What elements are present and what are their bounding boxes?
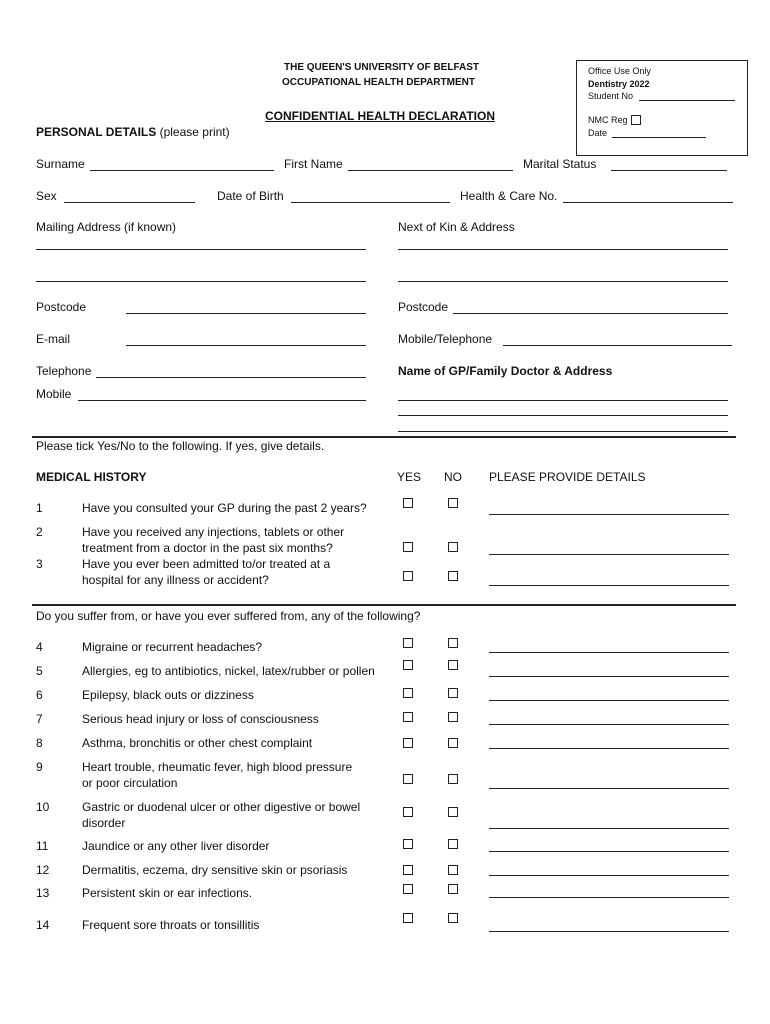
question-number: 12: [36, 863, 50, 877]
medical-history-heading: MEDICAL HISTORY: [36, 470, 147, 484]
q2-details-field[interactable]: [489, 554, 729, 555]
yes-checkbox[interactable]: [403, 738, 413, 748]
no-checkbox[interactable]: [448, 712, 458, 722]
yes-checkbox[interactable]: [403, 688, 413, 698]
q2-no-checkbox[interactable]: [448, 542, 458, 552]
office-date-field[interactable]: [612, 137, 706, 138]
sex-field[interactable]: [64, 202, 195, 203]
q1-details-field[interactable]: [489, 514, 729, 515]
gp-heading: Name of GP/Family Doctor & Address: [398, 364, 613, 378]
personal-heading-note: (please print): [159, 125, 230, 139]
question-number: 9: [36, 760, 43, 774]
personal-heading-text: PERSONAL DETAILS: [36, 125, 157, 139]
sex-label: Sex: [36, 189, 57, 203]
q3-details-field[interactable]: [489, 585, 729, 586]
no-checkbox[interactable]: [448, 865, 458, 875]
no-checkbox[interactable]: [448, 913, 458, 923]
first-name-field[interactable]: [348, 170, 513, 171]
nok-postcode-label: Postcode: [398, 300, 449, 314]
department-name: OCCUPATIONAL HEALTH DEPARTMENT: [282, 77, 475, 88]
surname-field[interactable]: [90, 170, 274, 171]
details-field[interactable]: [489, 724, 729, 725]
next-of-kin-label: Next of Kin & Address: [398, 220, 515, 234]
section-divider-2: [32, 604, 736, 606]
mailing-address-line-2[interactable]: [36, 281, 366, 282]
postcode-field[interactable]: [126, 313, 366, 314]
question-number: 11: [36, 839, 49, 853]
marital-status-label: Marital Status: [523, 157, 597, 171]
nok-mobile-telephone-field[interactable]: [503, 345, 732, 346]
question-number: 8: [36, 736, 43, 750]
nok-postcode-field[interactable]: [453, 313, 728, 314]
question-text-continued: or poor circulation: [82, 776, 178, 790]
yes-checkbox[interactable]: [403, 638, 413, 648]
telephone-field[interactable]: [96, 377, 366, 378]
yes-checkbox[interactable]: [403, 660, 413, 670]
next-of-kin-line-2[interactable]: [398, 281, 728, 282]
no-checkbox[interactable]: [448, 638, 458, 648]
question-number: 14: [36, 918, 50, 932]
personal-details-heading: [36, 125, 230, 139]
question-number: 6: [36, 688, 43, 702]
section-divider-1: [32, 436, 736, 438]
office-nmc-reg-label: NMC Reg: [588, 115, 628, 125]
gp-address-line-2[interactable]: [398, 415, 728, 416]
question-text: Gastric or duodenal ulcer or other digestive or bowel: [82, 800, 361, 814]
no-checkbox[interactable]: [448, 807, 458, 817]
office-use-title: Office Use Only: [588, 66, 651, 76]
q2-yes-checkbox[interactable]: [403, 542, 413, 552]
details-field[interactable]: [489, 875, 729, 876]
question-number: 7: [36, 712, 43, 726]
question-text: Jaundice or any other liver disorder: [82, 839, 270, 853]
question-text-continued: treatment from a doctor in the past six months?: [82, 541, 333, 555]
no-checkbox[interactable]: [448, 839, 458, 849]
question-number: 1: [36, 501, 43, 515]
yes-checkbox[interactable]: [403, 839, 413, 849]
no-checkbox[interactable]: [448, 738, 458, 748]
no-checkbox[interactable]: [448, 884, 458, 894]
q1-yes-checkbox[interactable]: [403, 498, 413, 508]
details-field[interactable]: [489, 748, 729, 749]
medical-instruction: Please tick Yes/No to the following. If yes, give details.: [36, 439, 325, 453]
health-care-no-field[interactable]: [563, 202, 733, 203]
details-field[interactable]: [489, 897, 729, 898]
gp-address-line-1[interactable]: [398, 400, 728, 401]
mobile-field[interactable]: [78, 400, 366, 401]
mailing-address-label: Mailing Address (if known): [36, 220, 177, 234]
details-field[interactable]: [489, 931, 729, 932]
office-course: Dentistry 2022: [588, 79, 650, 89]
question-text: Asthma, bronchitis or other chest complaint: [82, 736, 313, 750]
dob-field[interactable]: [291, 202, 450, 203]
telephone-label: Telephone: [36, 364, 92, 378]
email-field[interactable]: [126, 345, 366, 346]
question-text: Heart trouble, rheumatic fever, high blood pressure: [82, 760, 353, 774]
question-text: Have you ever been admitted to/or treated at a: [82, 557, 331, 571]
office-student-no-field[interactable]: [639, 100, 735, 101]
yes-checkbox[interactable]: [403, 865, 413, 875]
question-number: 4: [36, 640, 43, 654]
question-text: Have you consulted your GP during the past 2 years?: [82, 501, 367, 515]
question-text: Epilepsy, black outs or dizziness: [82, 688, 254, 702]
question-text: Frequent sore throats or tonsillitis: [82, 918, 260, 932]
details-field[interactable]: [489, 788, 729, 789]
question-text: Migraine or recurrent headaches?: [82, 640, 263, 654]
suffer-question: Do you suffer from, or have you ever suffered from, any of the following?: [36, 609, 421, 623]
postcode-label: Postcode: [36, 300, 87, 314]
yes-column-header: YES: [397, 470, 422, 484]
question-number: 5: [36, 664, 43, 678]
yes-checkbox[interactable]: [403, 884, 413, 894]
question-text: Allergies, eg to antibiotics, nickel, latex/rubber or pollen: [82, 664, 375, 678]
details-field[interactable]: [489, 652, 729, 653]
gp-address-line-3[interactable]: [398, 431, 728, 432]
question-text: Persistent skin or ear infections.: [82, 886, 253, 900]
details-column-header: PLEASE PROVIDE DETAILS: [489, 470, 646, 484]
q3-yes-checkbox[interactable]: [403, 571, 413, 581]
details-field[interactable]: [489, 676, 729, 677]
details-field[interactable]: [489, 828, 729, 829]
mobile-label: Mobile: [36, 387, 72, 401]
email-label: E-mail: [36, 332, 71, 346]
question-number: 10: [36, 800, 50, 814]
first-name-label: First Name: [284, 157, 343, 171]
no-checkbox[interactable]: [448, 660, 458, 670]
question-text: Dermatitis, eczema, dry sensitive skin or psoriasis: [82, 863, 348, 877]
next-of-kin-line-1[interactable]: [398, 249, 728, 250]
office-student-no-label: Student No: [588, 91, 634, 101]
office-nmc-reg-checkbox[interactable]: [631, 115, 641, 125]
university-name: THE QUEEN'S UNIVERSITY OF BELFAST: [284, 62, 479, 73]
yes-checkbox[interactable]: [403, 913, 413, 923]
no-checkbox[interactable]: [448, 774, 458, 784]
marital-status-field[interactable]: [611, 170, 727, 171]
question-number: 13: [36, 886, 50, 900]
health-care-no-label: Health & Care No.: [460, 189, 558, 203]
mailing-address-line-1[interactable]: [36, 249, 366, 250]
surname-label: Surname: [36, 157, 85, 171]
nok-mobile-telephone-label: Mobile/Telephone: [398, 332, 493, 346]
details-field[interactable]: [489, 851, 729, 852]
no-column-header: NO: [444, 470, 462, 484]
details-field[interactable]: [489, 700, 729, 701]
question-number: 3: [36, 557, 43, 571]
question-text: Serious head injury or loss of consciousness: [82, 712, 319, 726]
yes-checkbox[interactable]: [403, 807, 413, 817]
yes-checkbox[interactable]: [403, 712, 413, 722]
question-text-continued: hospital for any illness or accident?: [82, 573, 269, 587]
no-checkbox[interactable]: [448, 688, 458, 698]
q1-no-checkbox[interactable]: [448, 498, 458, 508]
question-text: Have you received any injections, tablets or other: [82, 525, 345, 539]
yes-checkbox[interactable]: [403, 774, 413, 784]
q3-no-checkbox[interactable]: [448, 571, 458, 581]
question-text-continued: disorder: [82, 816, 126, 830]
office-date-label: Date: [588, 128, 608, 138]
form-title: CONFIDENTIAL HEALTH DECLARATION: [265, 109, 495, 123]
dob-label: Date of Birth: [217, 189, 284, 203]
question-number: 2: [36, 525, 43, 539]
